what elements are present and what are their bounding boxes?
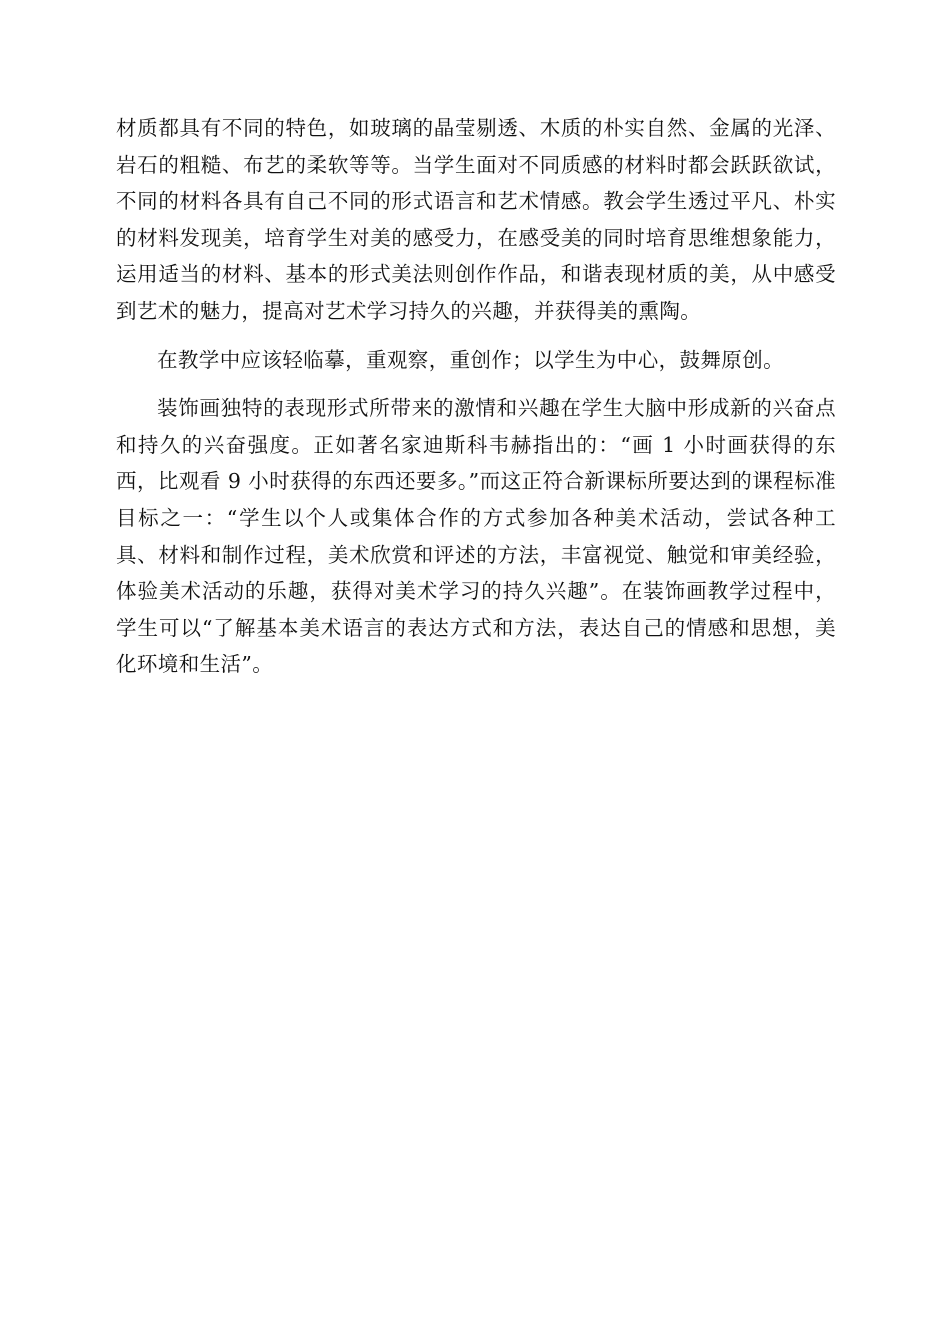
paragraph-2: 在教学中应该轻临摹，重观察，重创作；以学生为中心，鼓舞原创。 [157, 347, 784, 372]
paragraph-3: 装饰画独特的表现形式所带来的激情和兴趣在学生大脑中形成新的兴奋点和持久的兴奋强度。正如著名家迪斯科韦赫指出的：“画 1 小时画获得的东西，比观看 9 小时获得的东西还要多。”而这正符合新课标所要达到的课程标准目标之一：“学生以个人或集体合作的方式参加各种美术活动，尝试各种工具、材料和制作过程，美术欣赏和评述的方法，丰富视觉、触觉和审美经验，体验美术活动的乐趣，获得对美术学习的持久兴趣”。在装饰画教学过程中，学生可以“了解基本美术语言的表达方式和方法，表达自己的情感和思想，美化环境和生活”。 [116, 396, 836, 677]
document-body [116, 110, 836, 683]
paragraph-1: 材质都具有不同的特色，如玻璃的晶莹剔透、木质的朴实自然、金属的光泽、岩石的粗糙、布艺的柔软等等。当学生面对不同质感的材料时都会跃跃欲试，不同的材料各具有自己不同的形式语言和艺术情感。教会学生透过平凡、朴实的材料发现美，培育学生对美的感受力，在感受美的同时培育思维想象能力，运用适当的材料、基本的形式美法则创作作品，和谐表现材质的美，从中感受到艺术的魅力，提高对艺术学习持久的兴趣，并获得美的熏陶。 [116, 116, 836, 323]
